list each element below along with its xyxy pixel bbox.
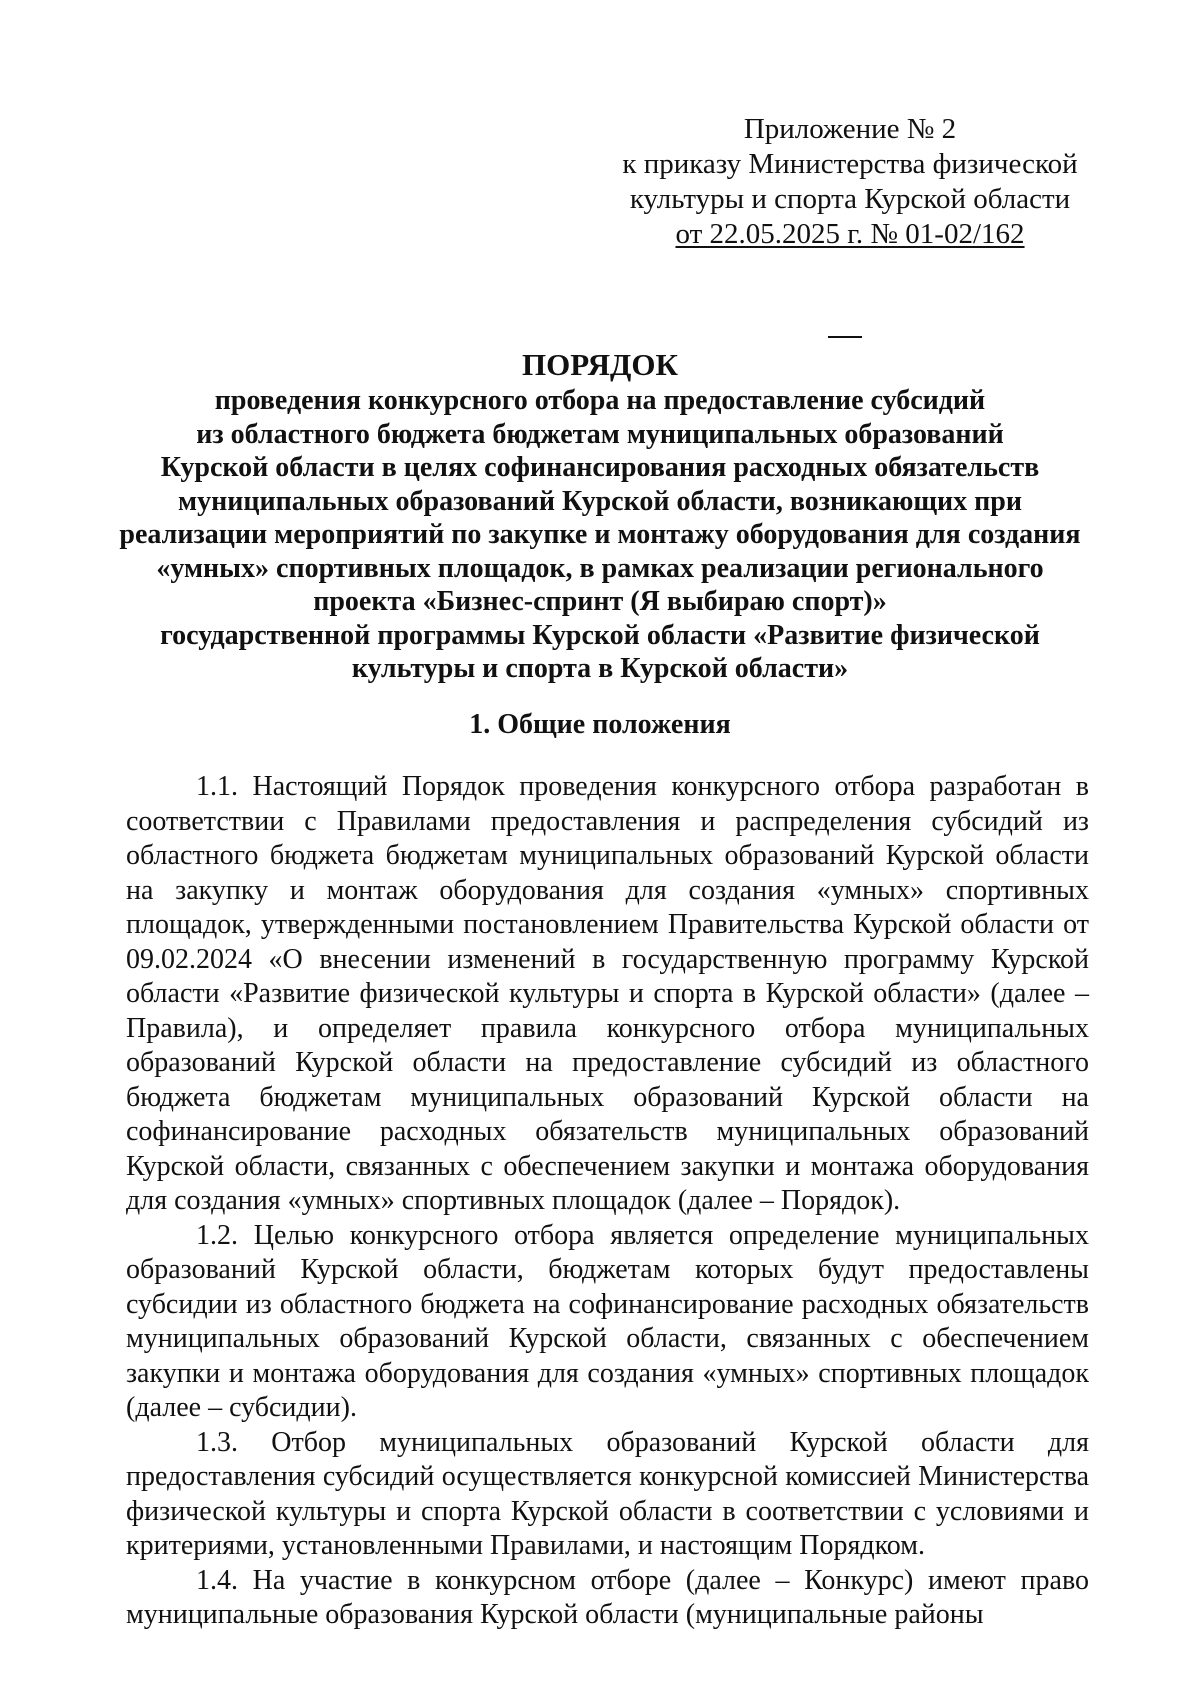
paragraph-1-1: 1.1. Настоящий Порядок проведения конкурсного отбора разработан в соответствии с Правилами предоставления и распределения субсидий из областного бюджета бюджетам муниципальных образований Курской области на закупку и монтаж оборудования для создания «умных» спортивных площадок, утвержденными постановлением Правительства Курской области от 09.02.2024 «О внесении изменений в государственную программу Курской области «Развитие физической культуры и спорта в Курской области» (далее – Правила), и определяет правила конкурсного отбора муниципальных образований Курской области на предоставление субсидий из областного бюджета бюджетам муниципальных образований Курской области на софинансирование расходных обязательств муниципальных образований Курской области, связанных с обеспечением закупки и монтажа оборудования для создания «умных» спортивных площадок (далее – Порядок). <box>126 771 1089 1216</box>
appendix-number: Приложение № 2 <box>743 113 957 145</box>
title-line: проведения конкурсного отбора на предоставление субсидий <box>214 385 986 416</box>
paragraph-1-4: 1.4. На участие в конкурсном отборе (далее – Конкурс) имеют право муниципальные образования Курской области (муниципальные районы <box>126 1564 1089 1630</box>
title-line: государственной программы Курской области «Развитие физической <box>160 619 1040 651</box>
document-body <box>126 770 1089 1633</box>
paragraph-1-2: 1.2. Целью конкурсного отбора является определение муниципальных образований Курской области, бюджетам которых будут предоставлены субсидии из областного бюджета на софинансирование расходных обязательств муниципальных образований Курской области, связанных с обеспечением закупки и монтажа оборудования для создания «умных» спортивных площадок (далее – субсидии). <box>126 1219 1089 1423</box>
title-line: проекта «Бизнес-спринт (Я выбираю спорт)» <box>313 586 887 617</box>
section-heading: 1. Общие положения <box>469 709 731 740</box>
appendix-ministry: культуры и спорта Курской области <box>629 183 1071 215</box>
title-line: из областного бюджета бюджетам муниципальных образований <box>196 418 1004 450</box>
title-line: Курской области в целях софинансирования расходных обязательств <box>160 452 1040 483</box>
appendix-header <box>600 112 1100 252</box>
dash-mark <box>828 336 862 338</box>
title-line: «умных» спортивных площадок, в рамках реализации регионального <box>156 552 1044 584</box>
title-line: реализации мероприятий по закупке и монтажу оборудования для создания <box>119 519 1081 550</box>
appendix-order-ref: к приказу Министерства физической <box>622 148 1078 180</box>
title-line: муниципальных образований Курской области, возникающих при <box>178 485 1022 517</box>
paragraph-1-3: 1.3. Отбор муниципальных образований Курской области для предоставления субсидий осуществляется конкурсной комиссией Министерства физической культуры и спорта Курской области в соответствии с условиями и критериями, установленными Правилами, и настоящим Порядком. <box>126 1426 1089 1561</box>
appendix-date-number: от 22.05.2025 г. № 01-02/162 <box>675 218 1025 250</box>
title-main: ПОРЯДОК <box>522 347 678 382</box>
document-title <box>110 346 1090 686</box>
title-line: культуры и спорта в Курской области» <box>351 653 849 684</box>
